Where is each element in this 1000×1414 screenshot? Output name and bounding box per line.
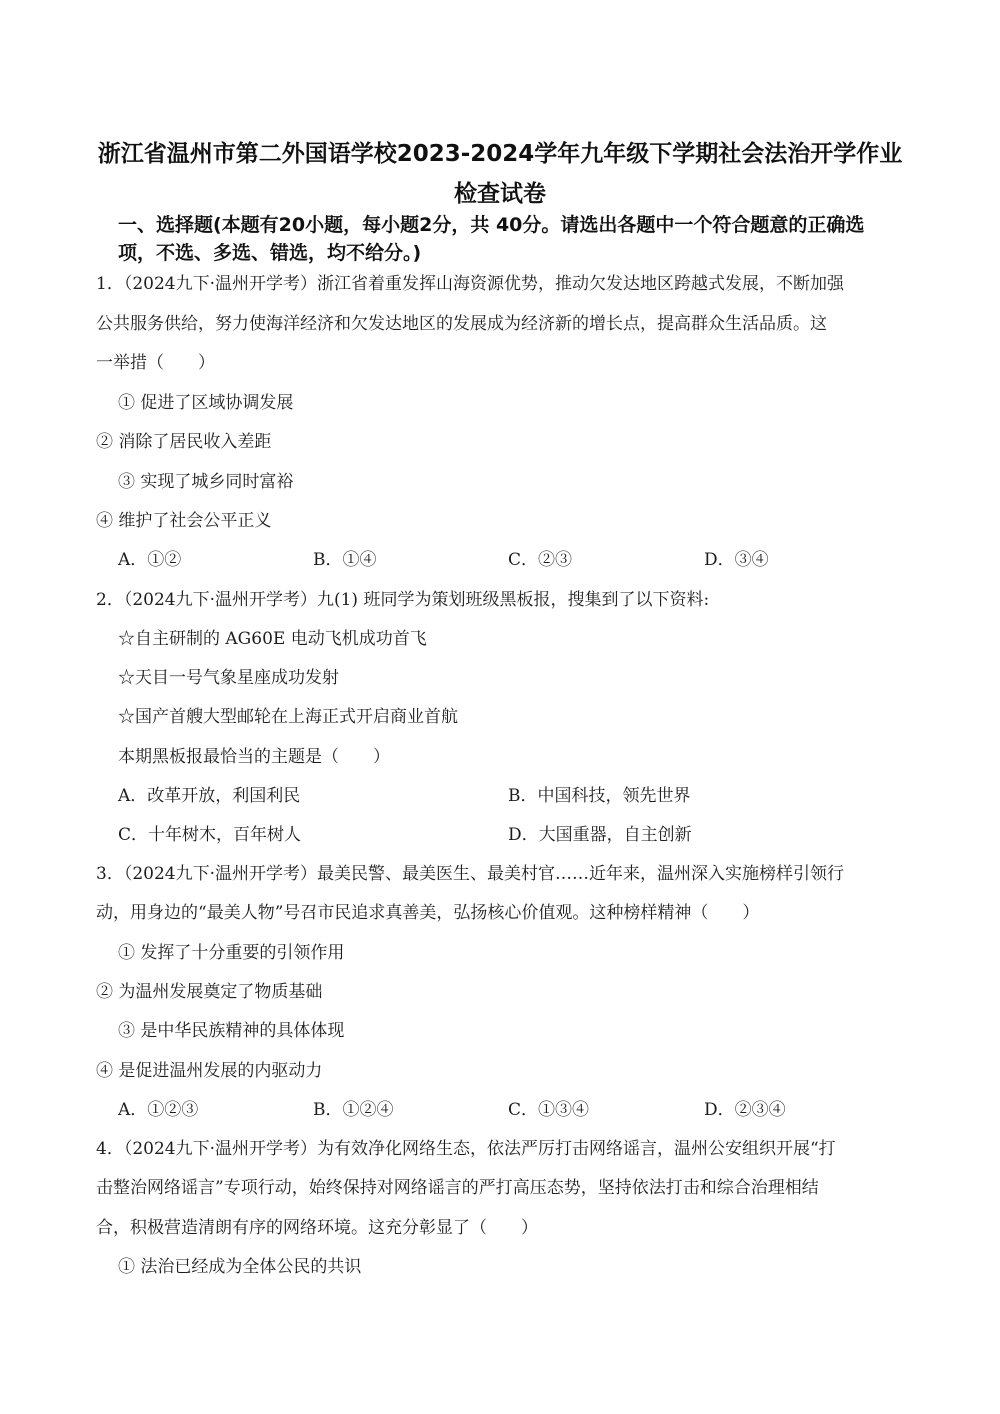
question-2-material-2: ☆天目一号气象星座成功发射 bbox=[118, 668, 339, 688]
question-1-stem-line-1: 1．（2024九下·温州开学考）浙江省着重发挥山海资源优势，推动欠发达地区跨越式发展，不断加强 bbox=[96, 274, 844, 294]
question-1-option-b[interactable]: B．①④ bbox=[313, 550, 377, 570]
question-1-option-c[interactable]: C．②③ bbox=[508, 550, 573, 570]
question-1-statement-2: ② 消除了居民收入差距 bbox=[96, 432, 272, 452]
question-3-option-a[interactable]: A．①②③ bbox=[118, 1100, 199, 1120]
question-3-option-b[interactable]: B．①②④ bbox=[313, 1100, 394, 1120]
question-2-option-a[interactable]: A．改革开放，利国利民 bbox=[118, 786, 301, 806]
question-4-stem-line-1: 4．（2024九下·温州开学考）为有效净化网络生态，依法严厉打击网络谣言，温州公安组织开展“打 bbox=[96, 1139, 836, 1159]
question-2-option-b[interactable]: B．中国科技，领先世界 bbox=[508, 786, 691, 806]
question-2-stem-question: 本期黑板报最恰当的主题是（ ） bbox=[118, 747, 390, 767]
question-1-option-d[interactable]: D．③④ bbox=[704, 550, 769, 570]
question-3-stem-line-1: 3．（2024九下·温州开学考）最美民警、最美医生、最美村官……近年来，温州深入实施榜样引领行 bbox=[96, 864, 844, 884]
question-3-statement-1: ① 发挥了十分重要的引领作用 bbox=[118, 943, 345, 963]
question-3-stem-line-2: 动，用身边的“最美人物”号召市民追求真善美，弘扬核心价值观。这种榜样精神（ ） bbox=[96, 903, 760, 923]
question-1-option-a[interactable]: A．①② bbox=[118, 550, 182, 570]
question-1-stem-line-2: 公共服务供给，努力使海洋经济和欠发达地区的发展成为经济新的增长点，提高群众生活品质。这 bbox=[96, 314, 827, 334]
question-4-stem-line-3: 合，积极营造清朗有序的网络环境。这充分彰显了（ ） bbox=[96, 1218, 538, 1238]
question-2-stem-line-1: 2．（2024九下·温州开学考）九(1) 班同学为策划班级黑板报，搜集到了以下资料: bbox=[96, 590, 710, 610]
document-title-line-1: 浙江省温州市第二外国语学校2023-2024学年九年级下学期社会法治开学作业 bbox=[97, 141, 903, 167]
question-1-statement-4: ④ 维护了社会公平正义 bbox=[96, 511, 272, 531]
question-2-option-d[interactable]: D．大国重器，自主创新 bbox=[508, 825, 692, 845]
question-1-statement-1: ① 促进了区域协调发展 bbox=[118, 393, 294, 413]
question-2-material-3: ☆国产首艘大型邮轮在上海正式开启商业首航 bbox=[118, 707, 458, 727]
question-2-option-c[interactable]: C．十年树木，百年树人 bbox=[118, 825, 302, 845]
question-4-statement-1: ① 法治已经成为全体公民的共识 bbox=[118, 1257, 362, 1277]
question-3-statement-4: ④ 是促进温州发展的内驱动力 bbox=[96, 1061, 323, 1081]
question-3-option-d[interactable]: D．②③④ bbox=[704, 1100, 786, 1120]
question-2-material-1: ☆自主研制的 AG60E 电动飞机成功首飞 bbox=[118, 629, 427, 649]
question-1-stem-line-3: 一举措（ ） bbox=[96, 353, 215, 373]
question-3-option-c[interactable]: C．①③④ bbox=[508, 1100, 590, 1120]
section-heading-line-2: 项，不选、多选、错选，均不给分。) bbox=[118, 242, 422, 264]
question-1-statement-3: ③ 实现了城乡同时富裕 bbox=[118, 472, 294, 492]
question-3-statement-2: ② 为温州发展奠定了物质基础 bbox=[96, 982, 323, 1002]
question-3-statement-3: ③ 是中华民族精神的具体体现 bbox=[118, 1021, 345, 1041]
document-title-line-2: 检查试卷 bbox=[454, 181, 546, 207]
question-4-stem-line-2: 击整治网络谣言”专项行动，始终保持对网络谣言的严打高压态势，坚持依法打击和综合治理相结 bbox=[96, 1178, 819, 1198]
section-heading-line-1: 一、选择题(本题有20小题，每小题2分，共 40分。请选出各题中一个符合题意的正确选 bbox=[118, 214, 865, 236]
